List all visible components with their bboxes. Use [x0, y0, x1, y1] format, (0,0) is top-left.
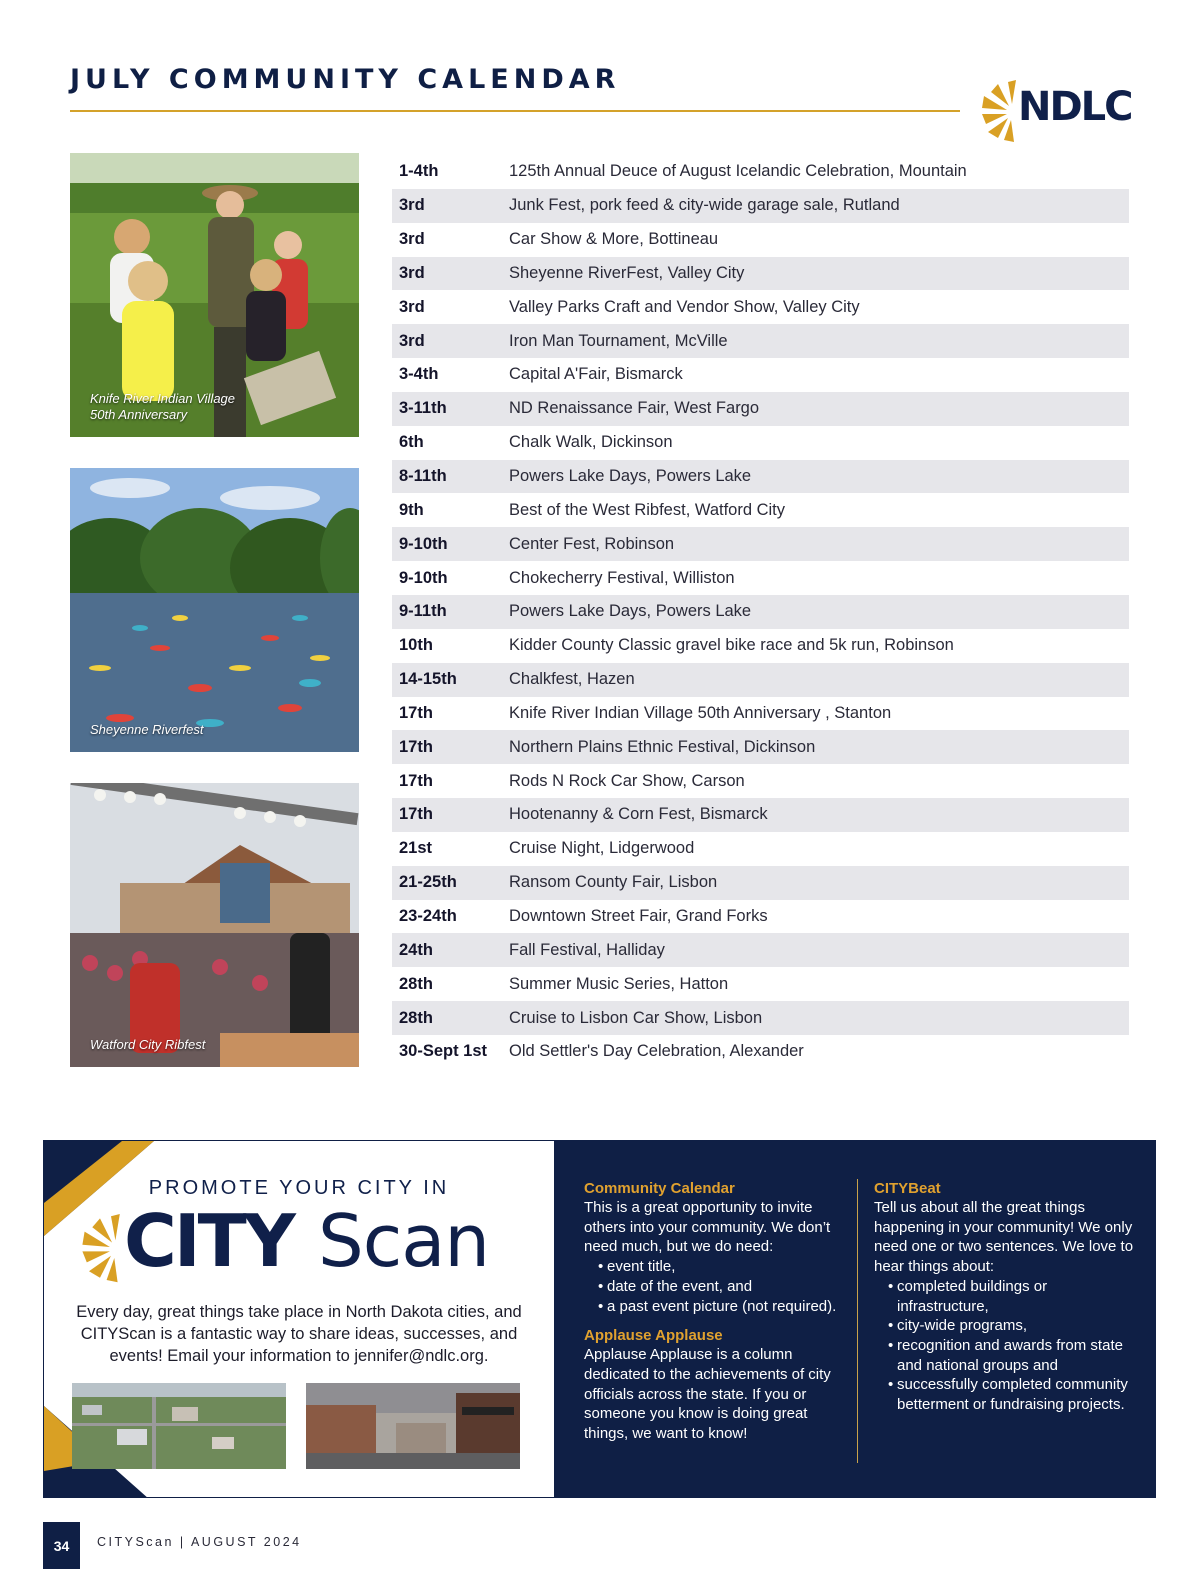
- table-row: [392, 155, 1129, 189]
- photo-caption: Knife River Indian Village 50th Anniversary: [90, 391, 236, 422]
- event-date: 9-10th: [399, 568, 448, 587]
- event-date: 3rd: [399, 230, 425, 249]
- event-name: Center Fest, Robinson: [509, 534, 675, 553]
- list-item: • successfully completed community betterment or fundraising projects.: [888, 1375, 1136, 1414]
- list-item: • recognition and awards from state and national groups and: [888, 1336, 1136, 1375]
- citybeat-title: CITYBeat: [874, 1180, 941, 1197]
- table-row: [392, 358, 1129, 392]
- list-item: • completed buildings or infrastructure,: [888, 1277, 1136, 1316]
- event-date: 3rd: [399, 196, 425, 215]
- event-name: Best of the West Ribfest, Watford City: [509, 500, 786, 519]
- photo-caption: Sheyenne Riverfest: [90, 722, 204, 737]
- logo-text: NDLC: [1018, 84, 1132, 130]
- list-item: • date of the event, and: [598, 1277, 849, 1297]
- table-row: [392, 561, 1129, 595]
- photo-caption: Watford City Ribfest: [90, 1037, 206, 1052]
- photo-watford-ribfest: [70, 783, 359, 1067]
- event-date: 17th: [399, 703, 433, 722]
- event-name: Summer Music Series, Hatton: [509, 974, 729, 993]
- event-name: 125th Annual Deuce of August Icelandic Celebration, Mountain: [509, 162, 967, 181]
- table-row: [392, 663, 1129, 697]
- street-photo: [306, 1383, 520, 1469]
- table-row: [392, 798, 1129, 832]
- info-column-left: [584, 1179, 849, 1444]
- table-row: [392, 1001, 1129, 1035]
- event-name: Cruise to Lisbon Car Show, Lisbon: [509, 1008, 763, 1027]
- event-date: 9th: [399, 500, 424, 519]
- sunburst-icon: [978, 74, 1018, 146]
- promo-left: [44, 1141, 554, 1497]
- promo-heading: PROMOTE YOUR CITY IN: [148, 1177, 450, 1199]
- sunburst-icon: [78, 1207, 122, 1287]
- event-name: Powers Lake Days, Powers Lake: [509, 602, 752, 621]
- applause-title: Applause Applause: [584, 1327, 723, 1345]
- table-row: [392, 595, 1129, 629]
- event-date: 9-11th: [399, 602, 447, 621]
- calendar-table: [392, 155, 1129, 1069]
- table-row: [392, 967, 1129, 1001]
- table-row: [392, 324, 1129, 358]
- event-name: Junk Fest, pork feed & city-wide garage sale, Rutland: [509, 196, 900, 215]
- list-item: • city-wide programs,: [888, 1316, 1136, 1336]
- event-name: Ransom County Fair, Lisbon: [509, 873, 718, 892]
- event-name: Rods N Rock Car Show, Carson: [509, 771, 745, 790]
- list-item: • a past event picture (not required).: [598, 1297, 849, 1317]
- page-number: 34: [43, 1522, 80, 1569]
- table-row: [392, 392, 1129, 426]
- table-row: [392, 730, 1129, 764]
- table-row: [392, 189, 1129, 223]
- table-row: [392, 460, 1129, 494]
- table-row: [392, 527, 1129, 561]
- table-row: [392, 257, 1129, 291]
- event-name: Hootenanny & Corn Fest, Bismarck: [509, 805, 768, 824]
- event-name: Iron Man Tournament, McVille: [509, 331, 728, 350]
- event-date: 3-11th: [399, 399, 447, 418]
- event-name: Kidder County Classic gravel bike race and 5k run, Robinson: [509, 636, 954, 655]
- event-date: 10th: [399, 636, 433, 655]
- table-row: [392, 493, 1129, 527]
- info-column-right: [874, 1179, 1136, 1415]
- event-name: Chalk Walk, Dickinson: [509, 433, 673, 452]
- event-date: 3-4th: [399, 365, 439, 384]
- table-row: [392, 426, 1129, 460]
- event-name: Cruise Night, Lidgerwood: [509, 839, 695, 858]
- event-date: 9-10th: [399, 534, 448, 553]
- table-row: [392, 933, 1129, 967]
- event-name: Downtown Street Fair, Grand Forks: [509, 906, 768, 925]
- event-date: 1-4th: [399, 162, 439, 181]
- event-date: 17th: [399, 771, 433, 790]
- event-name: Knife River Indian Village 50th Anniversary , Stanton: [509, 703, 892, 722]
- event-name: Capital A'Fair, Bismarck: [509, 365, 683, 384]
- event-name: Chokecherry Festival, Williston: [509, 568, 735, 587]
- event-name: Car Show & More, Bottineau: [509, 230, 719, 249]
- event-date: 21-25th: [399, 873, 457, 892]
- list-item: • event title,: [598, 1257, 849, 1277]
- event-name: Fall Festival, Halliday: [509, 940, 665, 959]
- title-divider: [70, 110, 960, 112]
- event-name: Sheyenne RiverFest, Valley City: [509, 263, 745, 282]
- aerial-photo: [72, 1383, 286, 1469]
- promo-panel: [43, 1140, 1156, 1498]
- table-row: [392, 290, 1129, 324]
- event-date: 6th: [399, 433, 424, 452]
- event-date: 24th: [399, 940, 433, 959]
- table-row: [392, 900, 1129, 934]
- footer-publication: CITYScan | AUGUST 2024: [97, 1535, 302, 1549]
- event-name: Valley Parks Craft and Vendor Show, Valley City: [509, 297, 860, 316]
- event-name: Powers Lake Days, Powers Lake: [509, 467, 752, 486]
- promo-right: [554, 1141, 1155, 1497]
- applause-text: Applause Applause is a column dedicated to the achievements of city officials across the state. If you or someone you know is doing great things, we want to know!: [584, 1346, 831, 1443]
- event-date: 14-15th: [399, 670, 457, 689]
- table-row: [392, 1035, 1129, 1069]
- event-date: 23-24th: [399, 906, 457, 925]
- event-name: ND Renaissance Fair, West Fargo: [509, 399, 760, 418]
- community-calendar-title: Community Calendar: [584, 1180, 735, 1197]
- event-date: 28th: [399, 974, 433, 993]
- photo-sheyenne-riverfest: [70, 468, 359, 752]
- community-calendar-intro: This is a great opportunity to invite others into your community. We don’t need much, but we do need:: [584, 1199, 831, 1256]
- event-date: 21st: [399, 839, 433, 858]
- event-name: Chalkfest, Hazen: [509, 670, 635, 689]
- citybeat-list: [874, 1277, 1136, 1415]
- event-date: 3rd: [399, 331, 425, 350]
- event-date: 3rd: [399, 297, 425, 316]
- event-date: 17th: [399, 737, 433, 756]
- table-row: [392, 697, 1129, 731]
- table-row: [392, 764, 1129, 798]
- event-name: Old Settler's Day Celebration, Alexander: [509, 1042, 804, 1061]
- ndlc-logo: [978, 74, 1138, 150]
- table-row: [392, 832, 1129, 866]
- brand-bold: CITY: [124, 1199, 293, 1283]
- cityscan-logo: [78, 1199, 528, 1285]
- event-date: 17th: [399, 805, 433, 824]
- photo-knife-river: [70, 153, 359, 437]
- community-calendar-list: [584, 1257, 849, 1316]
- column-divider: [857, 1179, 858, 1463]
- promo-body: Every day, great things take place in North Dakota cities, and CITYScan is a fantastic way to share ideas, successes, and events! Email your information to jennifer@ndlc.org.: [76, 1303, 522, 1365]
- event-date: 28th: [399, 1008, 433, 1027]
- event-date: 3rd: [399, 263, 425, 282]
- brand-light: Scan: [318, 1199, 490, 1283]
- event-date: 30-Sept 1st: [399, 1042, 488, 1061]
- citybeat-intro: Tell us about all the great things happening in your community! We only need one or two sentences. We love to hear things about:: [874, 1199, 1134, 1276]
- table-row: [392, 866, 1129, 900]
- event-name: Northern Plains Ethnic Festival, Dickinson: [509, 737, 816, 756]
- event-date: 8-11th: [399, 467, 447, 486]
- page-title: JULY COMMUNITY CALENDAR: [70, 64, 621, 95]
- table-row: [392, 223, 1129, 257]
- table-row: [392, 629, 1129, 663]
